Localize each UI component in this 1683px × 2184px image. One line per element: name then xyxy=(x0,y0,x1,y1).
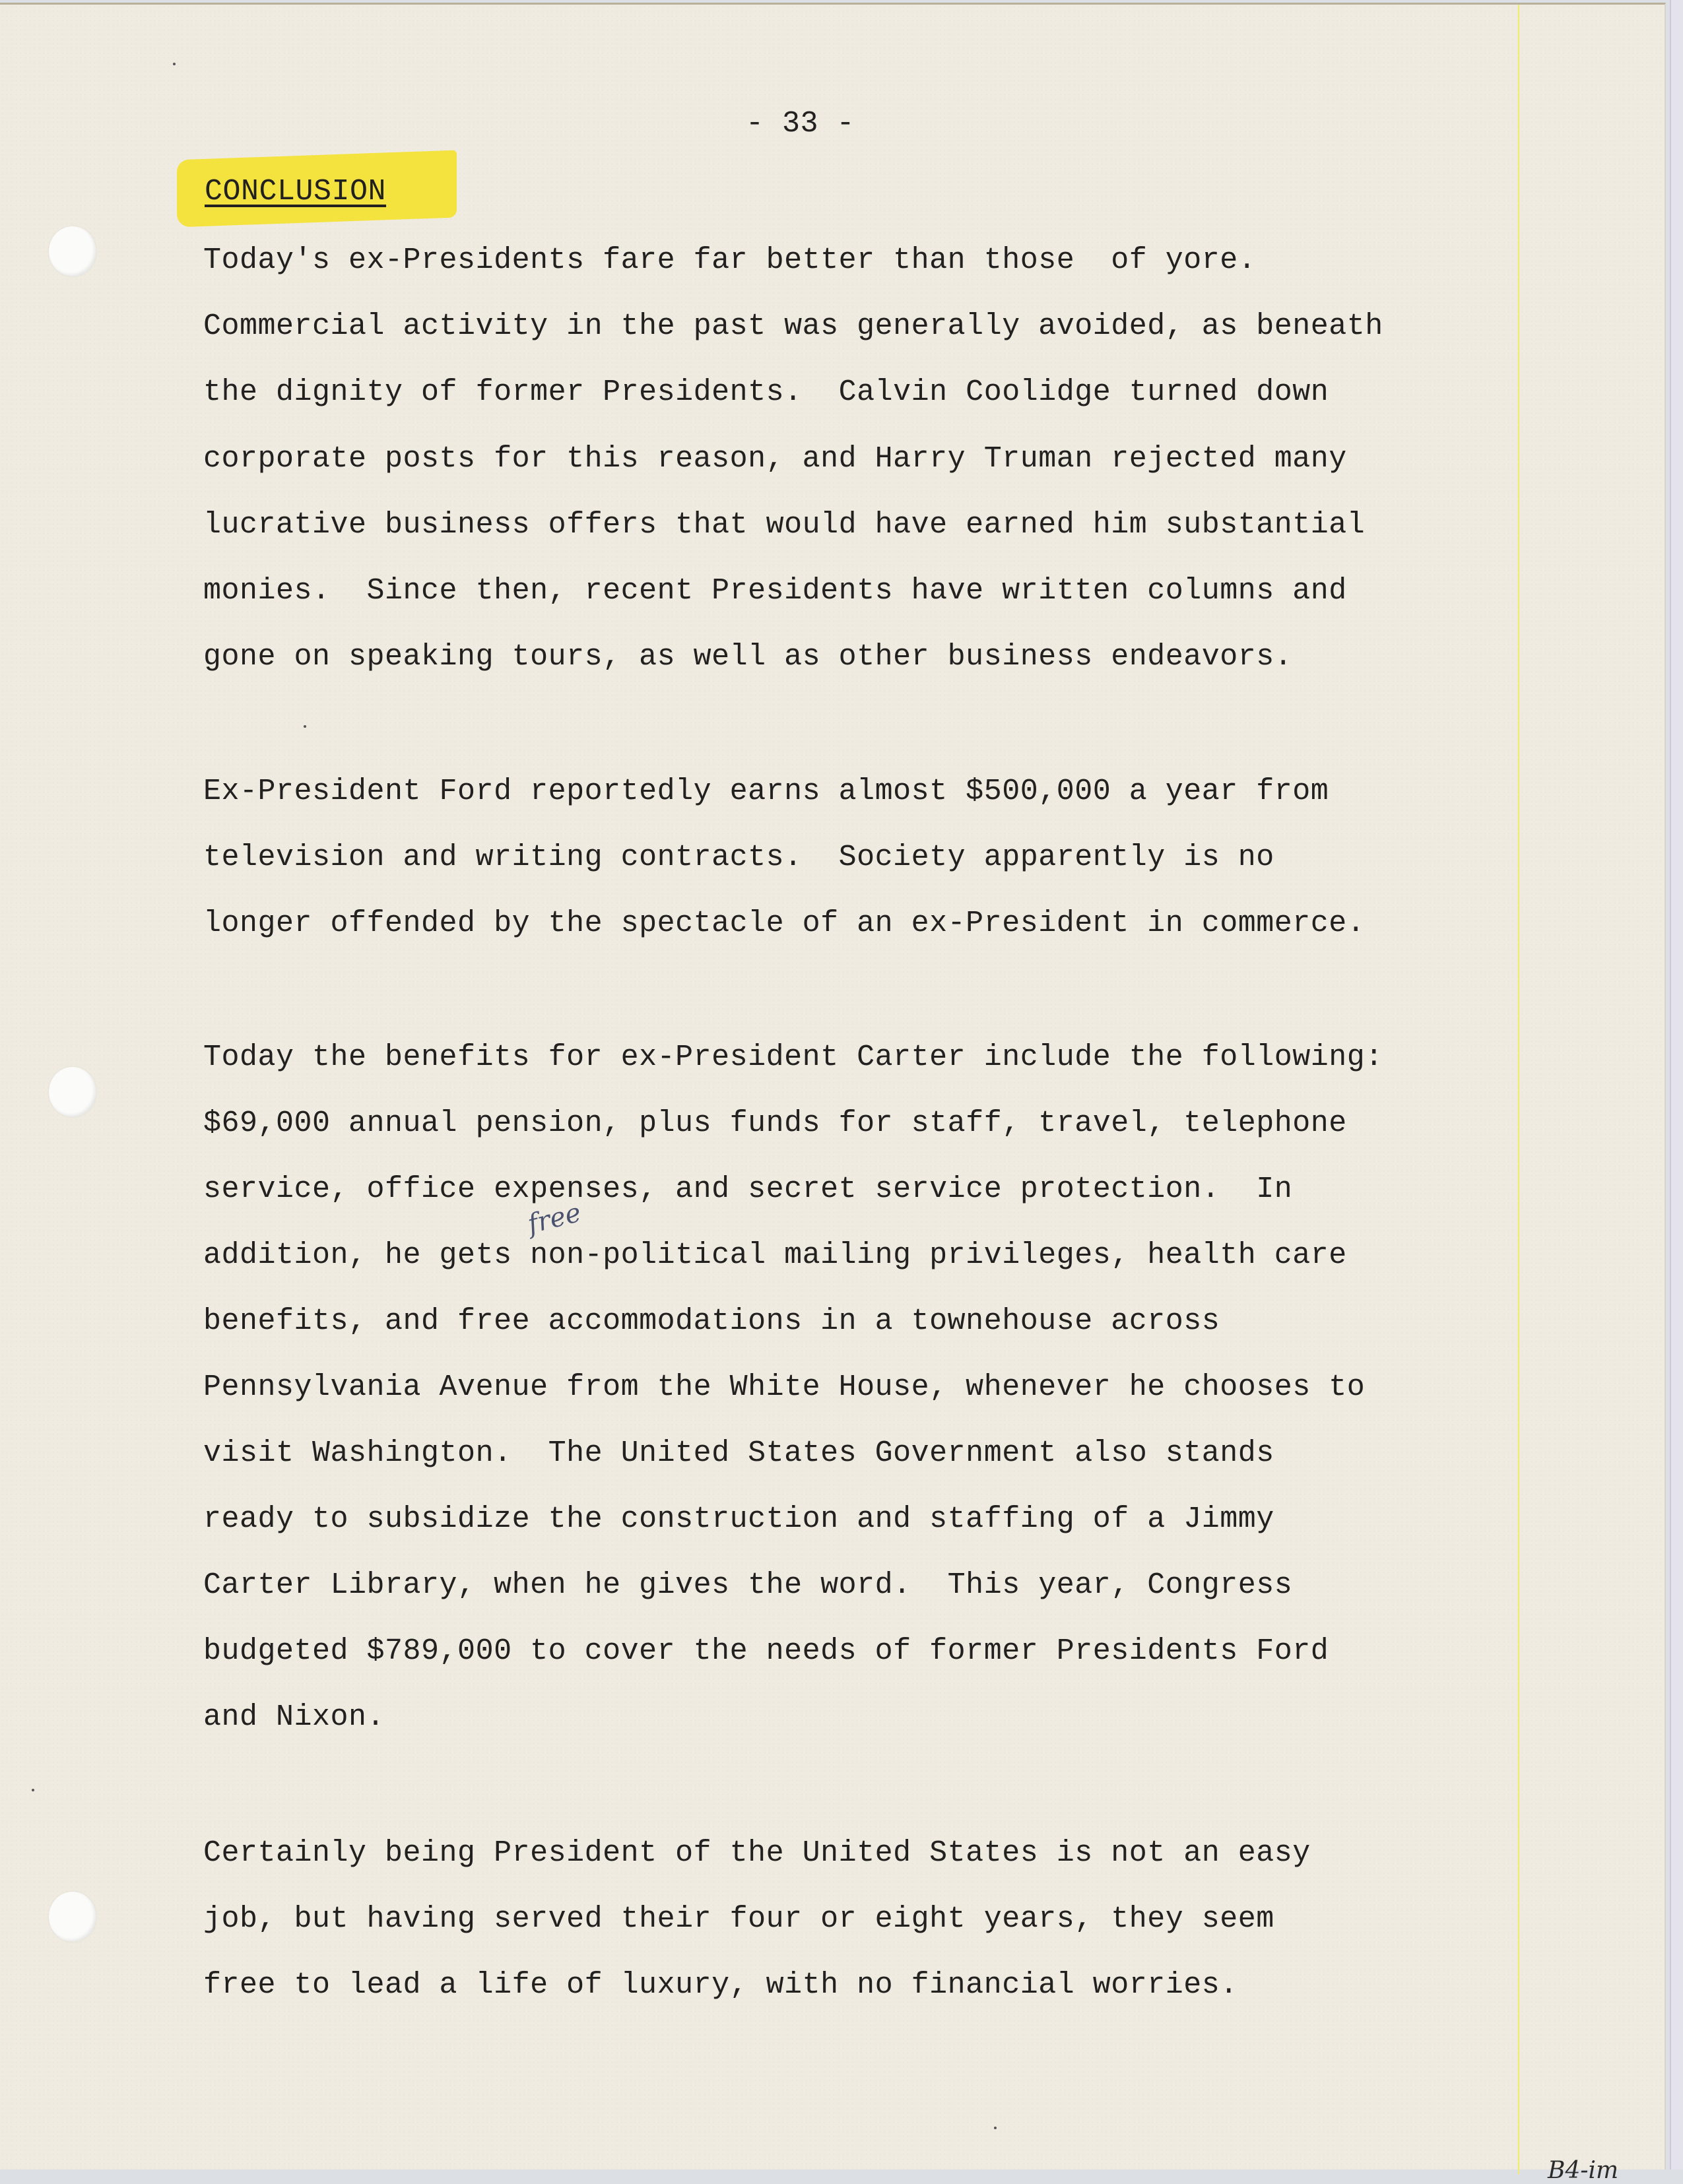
body-line: Commercial activity in the past was generally avoided, as beneath xyxy=(203,309,1383,343)
body-line: addition, he gets non-political mailing privileges, health care xyxy=(203,1238,1347,1272)
margin-line xyxy=(1518,5,1519,2174)
body-line: longer offended by the spectacle of an ex-President in commerce. xyxy=(203,907,1366,940)
body-line: Certainly being President of the United States is not an easy xyxy=(203,1836,1311,1870)
body-line: Pennsylvania Avenue from the White House, whenever he chooses to xyxy=(203,1370,1366,1404)
paper-speck xyxy=(994,2127,997,2129)
document-page xyxy=(0,3,1666,2184)
body-line: job, but having served their four or eight years, they seem xyxy=(203,1902,1274,1936)
scanner-edge xyxy=(1670,0,1683,2169)
body-line: visit Washington. The United States Government also stands xyxy=(203,1436,1274,1470)
body-line: service, office expenses, and secret service protection. In xyxy=(203,1172,1293,1206)
punch-hole xyxy=(49,1067,96,1117)
body-line: lucrative business offers that would have earned him substantial xyxy=(203,508,1366,542)
body-line: the dignity of former Presidents. Calvin Coolidge turned down xyxy=(203,375,1329,409)
handwritten-corner-note: B4-im xyxy=(1548,2157,1619,2184)
section-heading: CONCLUSION xyxy=(205,175,387,209)
paper-speck xyxy=(173,63,176,65)
body-line: benefits, and free accommodations in a townehouse across xyxy=(203,1304,1220,1338)
paper-speck xyxy=(32,1789,34,1791)
handwritten-insertion: free xyxy=(524,1197,584,1240)
body-line: corporate posts for this reason, and Harry Truman rejected many xyxy=(203,442,1347,476)
body-line: $69,000 annual pension, plus funds for staff, travel, telephone xyxy=(203,1107,1347,1140)
body-line: Today's ex-Presidents fare far better than those of yore. xyxy=(203,243,1257,277)
paper-speck xyxy=(304,725,306,728)
body-line: free to lead a life of luxury, with no financial worries. xyxy=(203,1968,1238,2002)
body-line: ready to subsidize the construction and staffing of a Jimmy xyxy=(203,1502,1274,1536)
body-line: Ex-President Ford reportedly earns almost $500,000 a year from xyxy=(203,775,1329,808)
punch-hole xyxy=(49,226,96,276)
body-line: monies. Since then, recent Presidents have written columns and xyxy=(203,574,1347,608)
punch-hole xyxy=(49,1892,96,1942)
body-line: and Nixon. xyxy=(203,1700,385,1734)
body-line: Today the benefits for ex-President Carter include the following: xyxy=(203,1041,1383,1074)
body-line: budgeted $789,000 to cover the needs of former Presidents Ford xyxy=(203,1634,1329,1668)
body-line: Carter Library, when he gives the word. This year, Congress xyxy=(203,1568,1293,1602)
body-line: television and writing contracts. Society apparently is no xyxy=(203,841,1274,874)
page-number: - 33 - xyxy=(746,107,855,141)
body-line: gone on speaking tours, as well as other business endeavors. xyxy=(203,640,1293,674)
